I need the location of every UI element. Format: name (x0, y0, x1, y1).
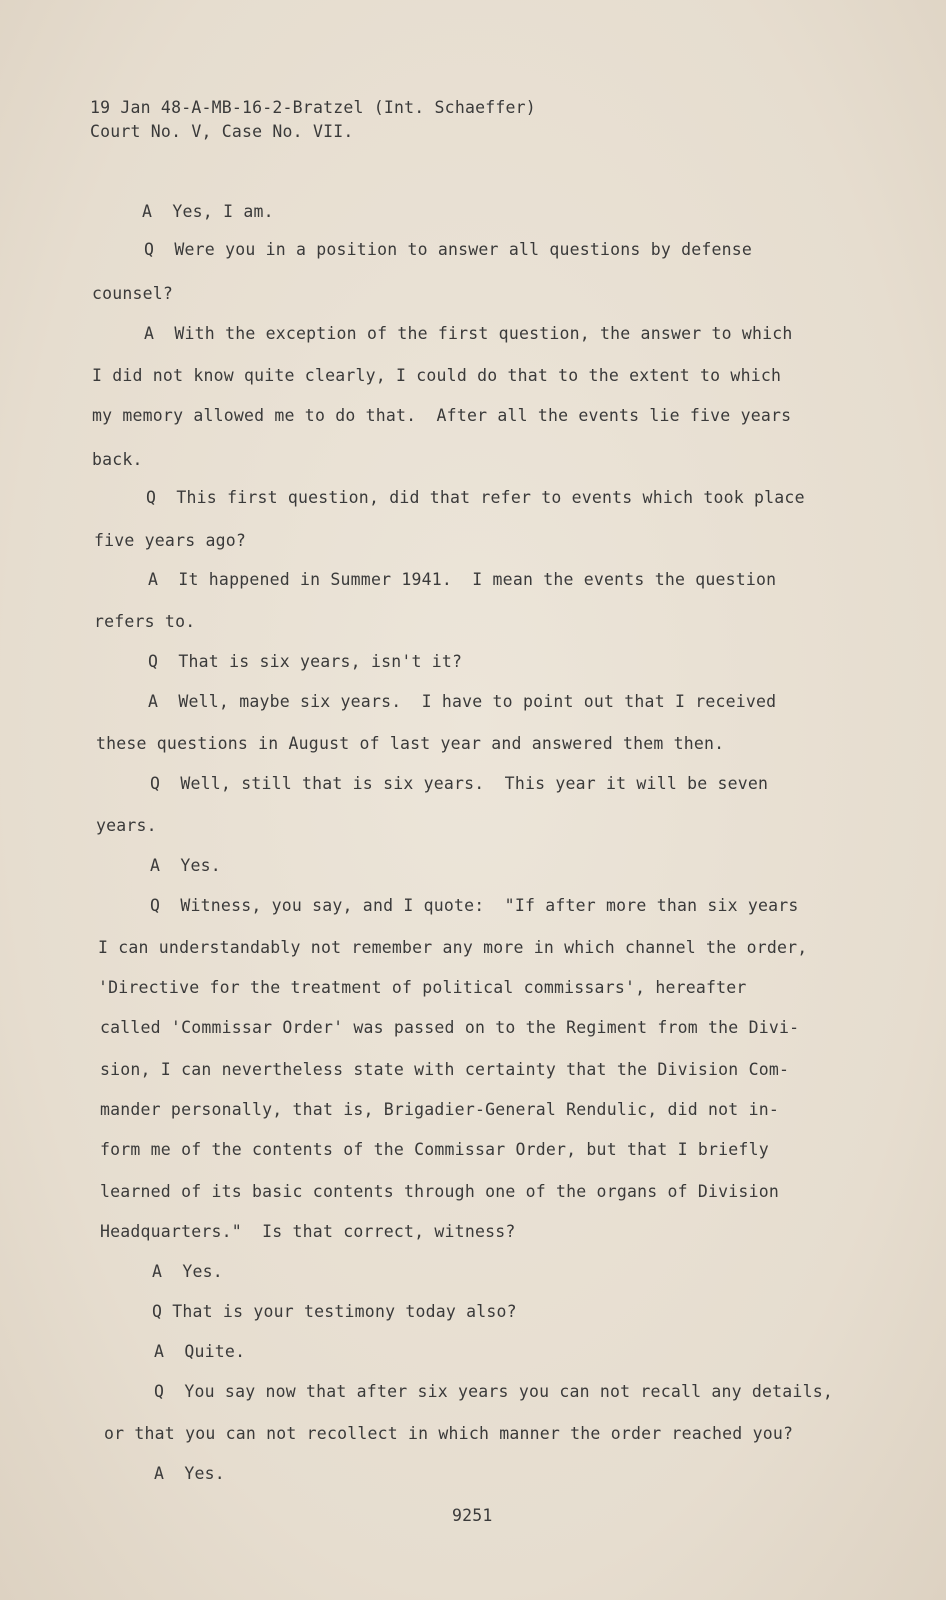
transcript-line: these questions in August of last year and answered them then. (96, 734, 725, 753)
transcript-line: back. (92, 450, 143, 469)
transcript-line: five years ago? (94, 531, 247, 550)
transcript-line: A It happened in Summer 1941. I mean the events the question (148, 570, 777, 589)
transcript-line: A With the exception of the first question, the answer to which (144, 324, 793, 343)
transcript-line: or that you can not recollect in which manner the order reached you? (104, 1424, 794, 1443)
transcript-line: form me of the contents of the Commissar Order, but that I briefly (100, 1140, 769, 1159)
transcript-line: sion, I can nevertheless state with certainty that the Division Com- (100, 1060, 790, 1079)
transcript-line: 'Directive for the treatment of political commissars', hereafter (98, 978, 747, 997)
transcript-line: Q This first question, did that refer to events which took place (146, 488, 805, 507)
transcript-line: learned of its basic contents through one of the organs of Division (100, 1182, 779, 1201)
transcript-line: A Yes. (154, 1464, 225, 1483)
transcript-line: Q You say now that after six years you can not recall any details, (154, 1382, 833, 1401)
transcript-line: A Quite. (154, 1342, 246, 1361)
transcript-line: called 'Commissar Order' was passed on to the Regiment from the Divi- (100, 1018, 800, 1037)
transcript-line: A Yes, I am. (142, 202, 274, 221)
transcript-line: I can understandably not remember any more in which channel the order, (98, 938, 808, 957)
page-number: 9251 (452, 1506, 493, 1525)
transcript-line: A Well, maybe six years. I have to point out that I received (148, 692, 777, 711)
transcript-line: A Yes. (152, 1262, 223, 1281)
transcript-line: mander personally, that is, Brigadier-General Rendulic, did not in- (100, 1100, 779, 1119)
transcript-line: Q That is six years, isn't it? (148, 652, 463, 671)
header-line-1: 19 Jan 48-A-MB-16-2-Bratzel (Int. Schaeffer) (90, 98, 536, 117)
transcript-line: my memory allowed me to do that. After all the events lie five years (92, 406, 792, 425)
header-line-2: Court No. V, Case No. VII. (90, 122, 354, 141)
transcript-line: A Yes. (150, 856, 221, 875)
transcript-line: refers to. (94, 612, 196, 631)
transcript-line: Q Witness, you say, and I quote: "If after more than six years (150, 896, 799, 915)
transcript-line: counsel? (92, 284, 174, 303)
document-header (90, 96, 536, 144)
transcript-line: Q Well, still that is six years. This year it will be seven (150, 774, 769, 793)
transcript-line: Headquarters." Is that correct, witness? (100, 1222, 516, 1241)
transcript-line: years. (96, 816, 157, 835)
transcript-line: I did not know quite clearly, I could do that to the extent to which (92, 366, 782, 385)
transcript-line: Q That is your testimony today also? (152, 1302, 517, 1321)
transcript-line: Q Were you in a position to answer all questions by defense (144, 240, 753, 259)
